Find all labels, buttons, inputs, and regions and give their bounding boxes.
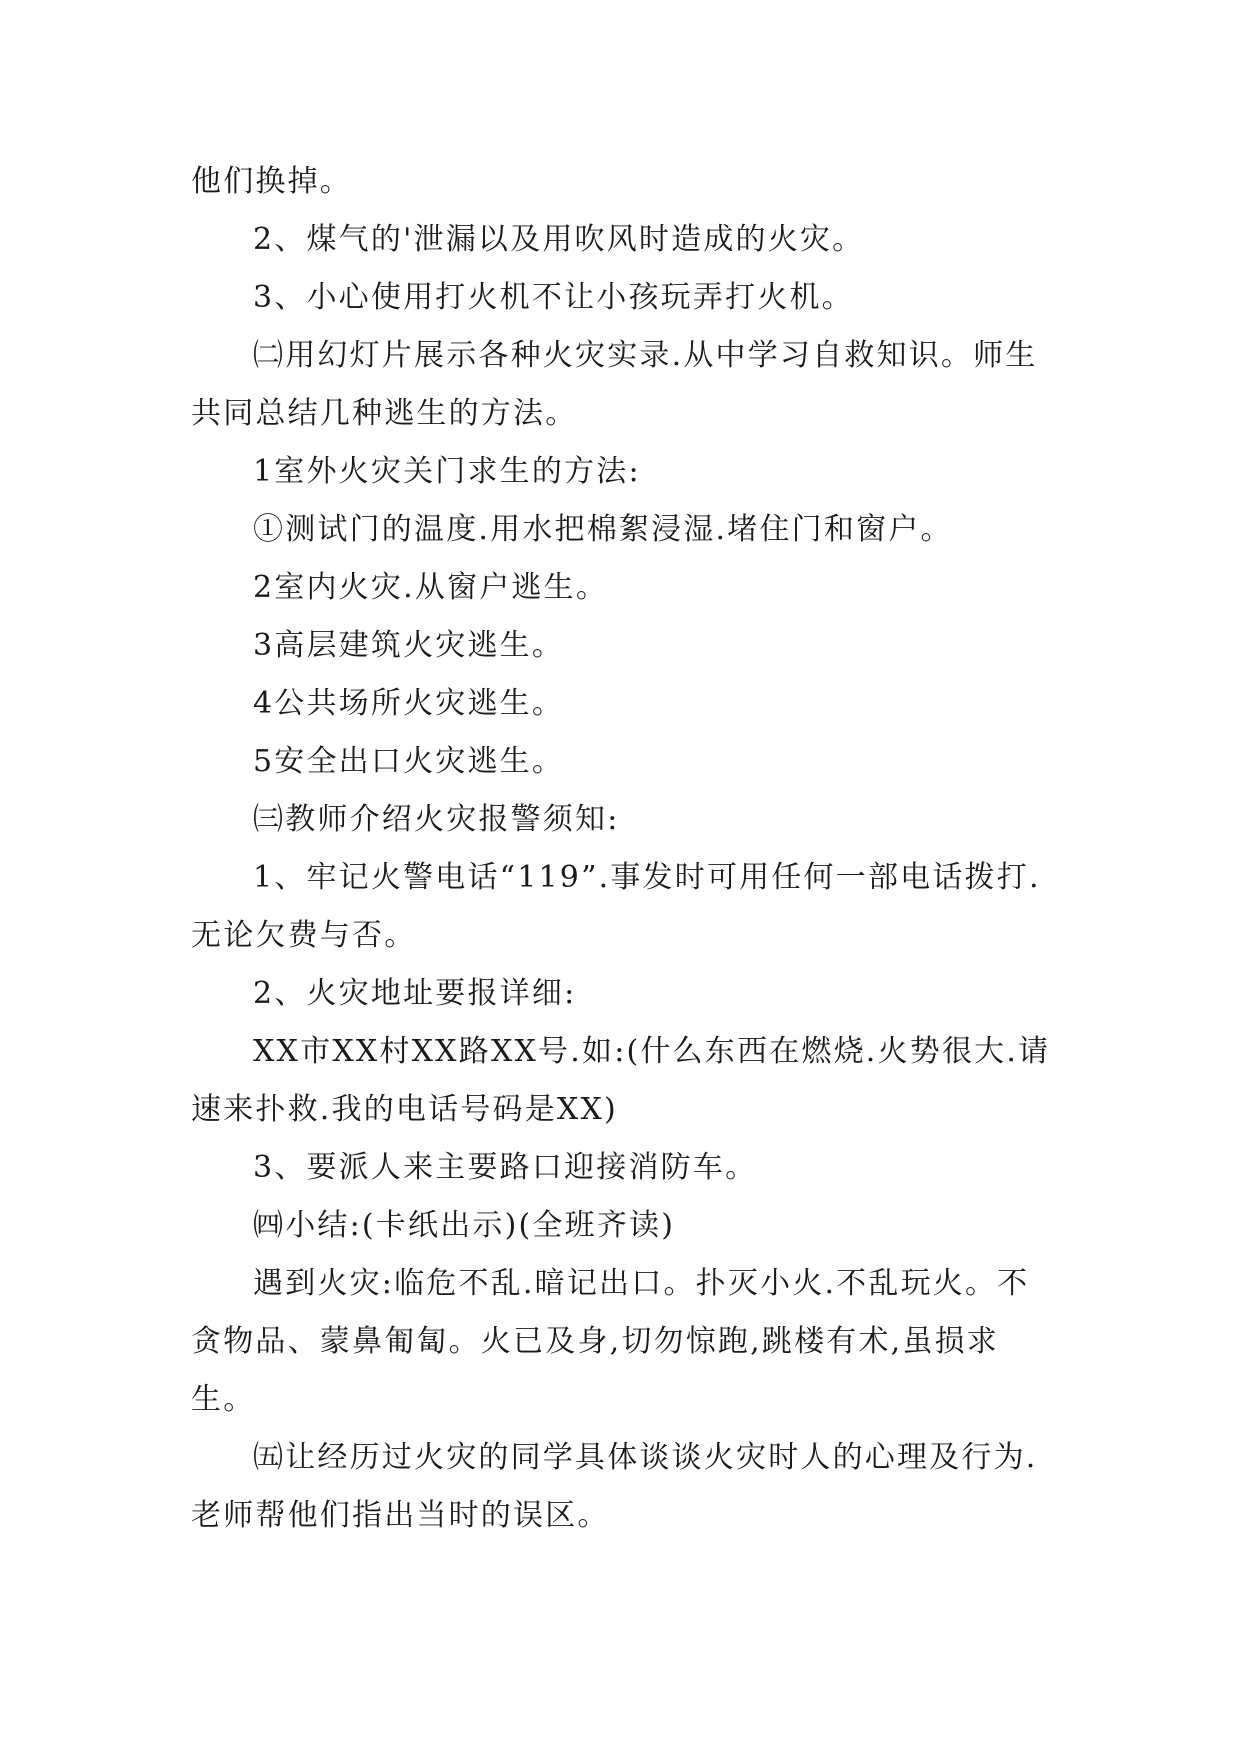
paragraph-6: ①测试门的温度.用水把棉絮浸湿.堵住门和窗户。	[253, 512, 953, 547]
paragraph-1: 他们换掉。	[191, 164, 352, 199]
paragraph-5: 1室外火灾关门求生的方法:	[253, 454, 641, 489]
paragraph-9: 4公共场所火灾逃生。	[253, 686, 565, 721]
paragraph-11: ㈢教师介绍火灾报警须知:	[253, 802, 620, 837]
paragraph-8: 3高层建筑火灾逃生。	[253, 628, 565, 663]
paragraph-17: 遇到火灾:临危不乱.暗记出口。扑灭小火.不乱玩火。不贪物品、蒙鼻匍匐。火已及身,切勿惊跑,跳楼有术,虽损求生。	[191, 1266, 1030, 1417]
paragraph-13: 2、火灾地址要报详细:	[253, 976, 577, 1011]
paragraph-18: ㈤让经历过火灾的同学具体谈谈火灾时人的心理及行为.老师帮他们指出当时的误区。	[191, 1440, 1038, 1533]
paragraph-2: 2、煤气的'泄漏以及用吹风时造成的火灾。	[253, 222, 865, 257]
paragraph-10: 5安全出口火灾逃生。	[253, 744, 565, 779]
paragraph-15: 3、要派人来主要路口迎接消防车。	[253, 1150, 758, 1185]
paragraph-3: 3、小心使用打火机不让小孩玩弄打火机。	[253, 280, 854, 315]
paragraph-12: 1、牢记火警电话“119”.事发时可用任何一部电话拨打.无论欠费与否。	[191, 860, 1041, 953]
paragraph-4: ㈡用幻灯片展示各种火灾实录.从中学习自救知识。师生共同总结几种逃生的方法。	[191, 338, 1038, 431]
paragraph-16: ㈣小结:(卡纸出示)(全班齐读)	[253, 1208, 676, 1243]
document-body	[191, 153, 1061, 1545]
paragraph-14: XX市XX村XX路XX号.如:(什么东西在燃烧.火势很大.请速来扑救.我的电话号码是XX)	[191, 1034, 1051, 1127]
paragraph-7: 2室内火灾.从窗户逃生。	[253, 570, 609, 605]
